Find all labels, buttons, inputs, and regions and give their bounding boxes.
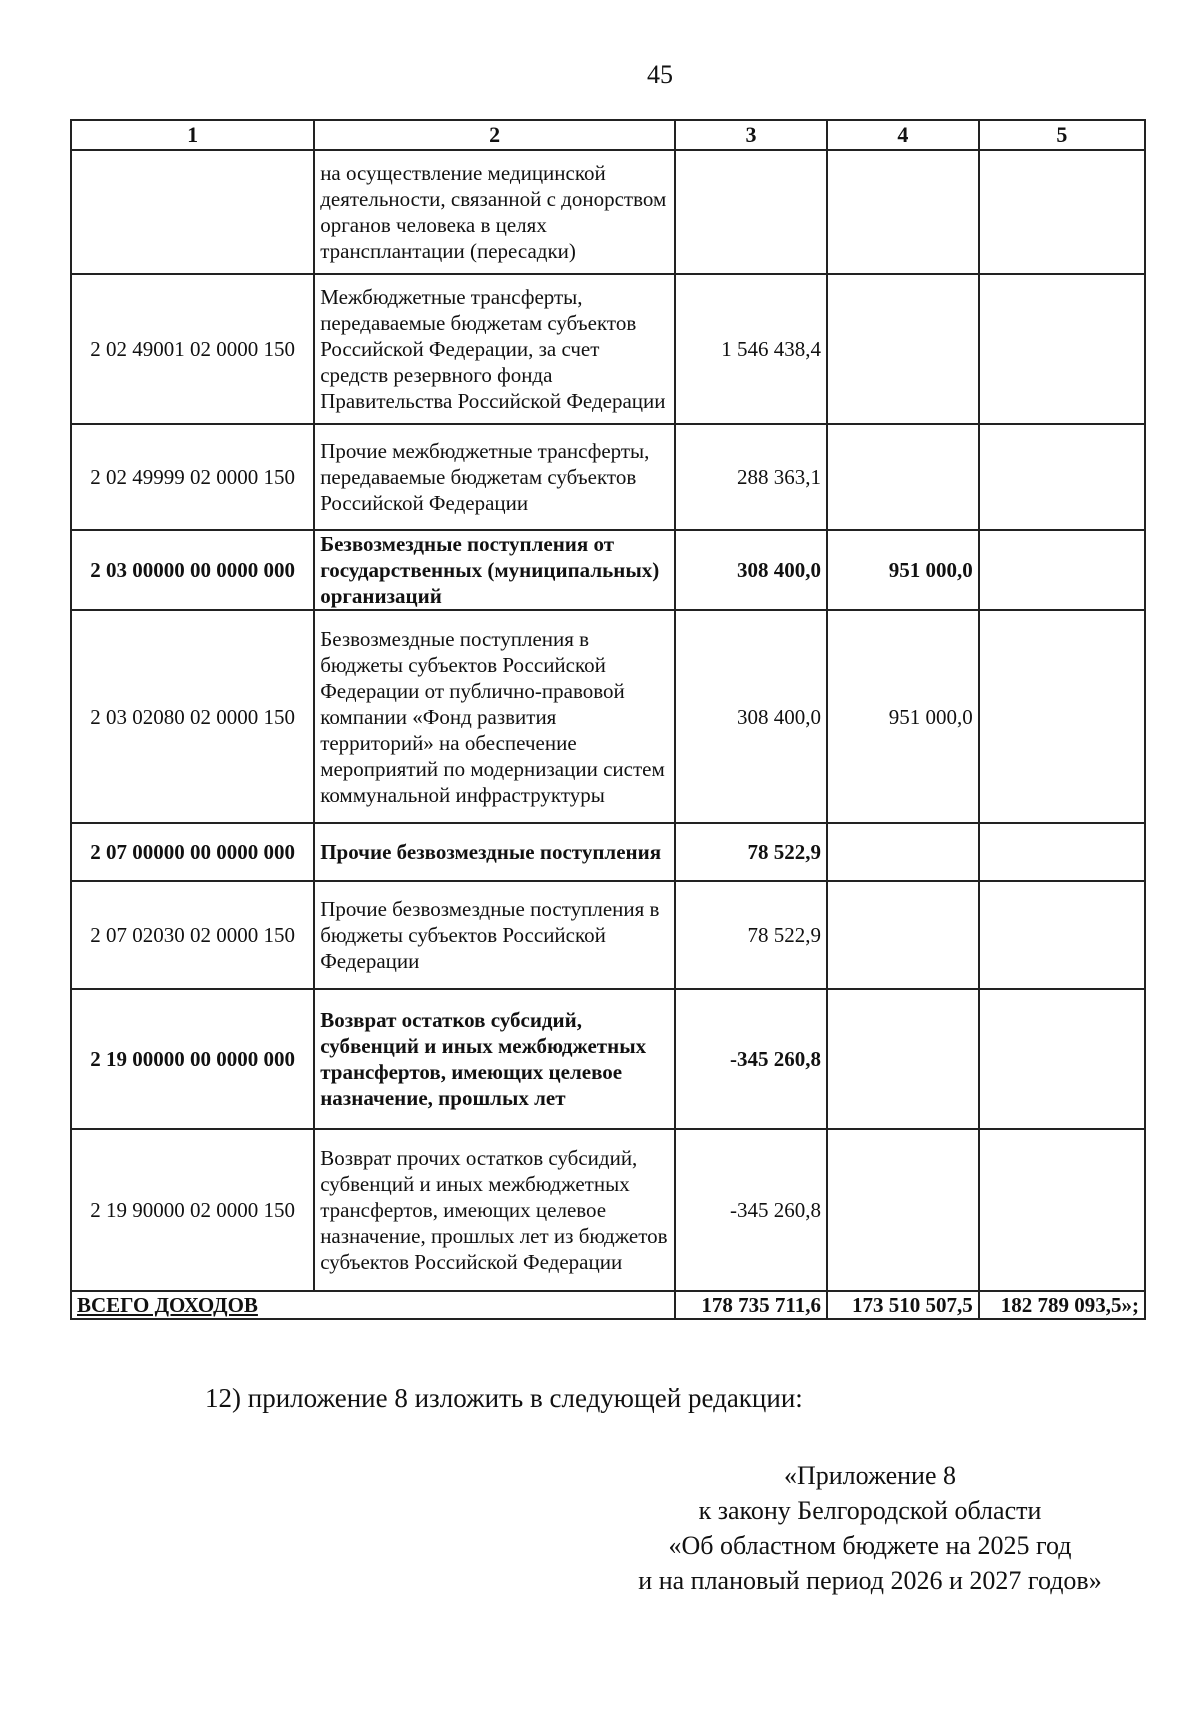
row-value-2026 xyxy=(827,1129,979,1291)
header-col-1: 1 xyxy=(71,120,314,150)
row-value-2027 xyxy=(979,274,1145,424)
table-row xyxy=(71,1129,1145,1291)
table-header-row xyxy=(71,120,1145,150)
row-name: Возврат прочих остатков субсидий, субвенций и иных межбюджетных трансфертов, имеющих целевое назначение, прошлых лет из бюджетов субъектов Российской Федерации xyxy=(314,1129,675,1291)
appendix-line-3: «Об областном бюджете на 2025 год xyxy=(668,1531,1072,1560)
total-label: ВСЕГО ДОХОДОВ xyxy=(71,1291,675,1319)
total-value-2027: 182 789 093,5»; xyxy=(979,1291,1145,1319)
row-code xyxy=(71,150,314,274)
table-row xyxy=(71,881,1145,989)
row-value-2025: 308 400,0 xyxy=(675,530,827,610)
row-value-2025: -345 260,8 xyxy=(675,1129,827,1291)
row-name: Межбюджетные трансферты, передаваемые бюджетам субъектов Российской Федерации, за счет средств резервного фонда Правительства Российской Федерации xyxy=(314,274,675,424)
row-value-2025: 288 363,1 xyxy=(675,424,827,530)
appendix-line-4: и на плановый период 2026 и 2027 годов» xyxy=(638,1566,1102,1595)
row-code: 2 19 00000 00 0000 000 xyxy=(71,989,314,1129)
row-code: 2 07 00000 00 0000 000 xyxy=(71,823,314,881)
row-value-2026 xyxy=(827,823,979,881)
row-name: Возврат остатков субсидий, субвенций и иных межбюджетных трансфертов, имеющих целевое назначение, прошлых лет xyxy=(314,989,675,1129)
row-value-2026 xyxy=(827,424,979,530)
row-value-2026 xyxy=(827,989,979,1129)
row-name: Прочие межбюджетные трансферты, передаваемые бюджетам субъектов Российской Федерации xyxy=(314,424,675,530)
row-name: Безвозмездные поступления от государственных (муниципальных) организаций xyxy=(314,530,675,610)
row-value-2026: 951 000,0 xyxy=(827,610,979,823)
amendment-text: 12) приложение 8 изложить в следующей редакции: xyxy=(205,1383,803,1413)
table-row xyxy=(71,424,1145,530)
row-value-2027 xyxy=(979,150,1145,274)
row-code: 2 19 90000 02 0000 150 xyxy=(71,1129,314,1291)
table-row xyxy=(71,530,1145,610)
header-col-4: 4 xyxy=(827,120,979,150)
row-value-2025: -345 260,8 xyxy=(675,989,827,1129)
row-value-2025: 78 522,9 xyxy=(675,881,827,989)
row-value-2027 xyxy=(979,610,1145,823)
appendix-heading xyxy=(590,1458,1150,1598)
row-value-2027 xyxy=(979,881,1145,989)
revenue-table xyxy=(70,119,1146,1320)
row-code: 2 03 00000 00 0000 000 xyxy=(71,530,314,610)
row-value-2025: 1 546 438,4 xyxy=(675,274,827,424)
page-number: 45 xyxy=(647,60,673,89)
appendix-line-2: к закону Белгородской области xyxy=(698,1496,1042,1525)
row-value-2026 xyxy=(827,274,979,424)
row-value-2025: 78 522,9 xyxy=(675,823,827,881)
row-code: 2 07 02030 02 0000 150 xyxy=(71,881,314,989)
row-value-2027 xyxy=(979,989,1145,1129)
row-value-2027 xyxy=(979,1129,1145,1291)
row-value-2026 xyxy=(827,150,979,274)
header-col-2: 2 xyxy=(314,120,675,150)
table-row xyxy=(71,610,1145,823)
total-row xyxy=(71,1291,1145,1319)
row-name: Прочие безвозмездные поступления в бюджеты субъектов Российской Федерации xyxy=(314,881,675,989)
row-value-2027 xyxy=(979,424,1145,530)
row-value-2025 xyxy=(675,150,827,274)
row-name: Прочие безвозмездные поступления xyxy=(314,823,675,881)
row-value-2025: 308 400,0 xyxy=(675,610,827,823)
total-value-2025: 178 735 711,6 xyxy=(675,1291,827,1319)
row-value-2027 xyxy=(979,823,1145,881)
appendix-line-1: «Приложение 8 xyxy=(783,1461,957,1490)
row-code: 2 03 02080 02 0000 150 xyxy=(71,610,314,823)
table-row xyxy=(71,823,1145,881)
header-col-5: 5 xyxy=(979,120,1145,150)
row-code: 2 02 49001 02 0000 150 xyxy=(71,274,314,424)
row-value-2026: 951 000,0 xyxy=(827,530,979,610)
row-value-2026 xyxy=(827,881,979,989)
table-row xyxy=(71,274,1145,424)
table-row xyxy=(71,150,1145,274)
total-value-2026: 173 510 507,5 xyxy=(827,1291,979,1319)
row-name: Безвозмездные поступления в бюджеты субъектов Российской Федерации от публично-правовой компании «Фонд развития территорий» на обеспечение мероприятий по модернизации систем коммунальной инфраструктуры xyxy=(314,610,675,823)
row-code: 2 02 49999 02 0000 150 xyxy=(71,424,314,530)
row-name: на осуществление медицинской деятельности, связанной с донорством органов человека в целях трансплантации (пересадки) xyxy=(314,150,675,274)
table-row xyxy=(71,989,1145,1129)
header-col-3: 3 xyxy=(675,120,827,150)
row-value-2027 xyxy=(979,530,1145,610)
